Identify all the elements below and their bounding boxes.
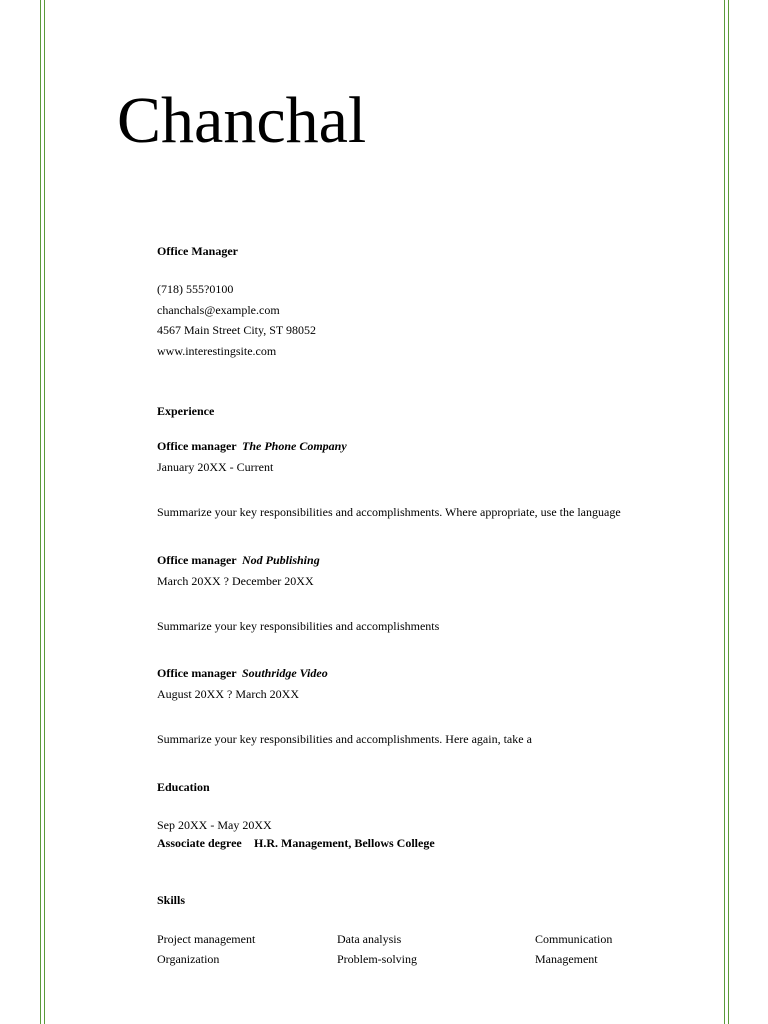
- experience-entry-2-title: Office manager: [157, 553, 237, 567]
- resume-name: Chanchal: [117, 84, 367, 157]
- experience-entry-1-title-row: [157, 439, 346, 453]
- education-degree: Associate degree: [157, 836, 242, 850]
- experience-entry-3-dates: August 20XX ? March 20XX: [157, 687, 299, 701]
- page-border-right-outer: [728, 0, 729, 1024]
- experience-entry-3-summary: Summarize your key responsibilities and accomplishments. Here again, take a: [157, 732, 532, 746]
- skill-item: Data analysis: [337, 932, 402, 946]
- experience-entry-3-title: Office manager: [157, 666, 237, 680]
- skill-item: Management: [535, 952, 598, 966]
- experience-entry-2-dates: March 20XX ? December 20XX: [157, 574, 314, 588]
- contact-address: 4567 Main Street City, ST 98052: [157, 323, 316, 337]
- education-school: H.R. Management, Bellows College: [254, 836, 435, 850]
- experience-entry-2-company: Nod Publishing: [242, 553, 320, 567]
- skill-item: Project management: [157, 932, 256, 946]
- education-heading: Education: [157, 780, 210, 794]
- page-border-left-outer: [40, 0, 41, 1024]
- experience-entry-1-title: Office manager: [157, 439, 237, 453]
- skill-item: Organization: [157, 952, 220, 966]
- education-degree-row: [157, 836, 435, 850]
- contact-email: chanchals@example.com: [157, 303, 280, 317]
- job-role: Office Manager: [157, 244, 238, 258]
- experience-entry-1-dates: January 20XX - Current: [157, 460, 274, 474]
- skill-item: Communication: [535, 932, 613, 946]
- contact-phone: (718) 555?0100: [157, 282, 234, 296]
- page-border-left-inner: [44, 0, 45, 1024]
- experience-heading: Experience: [157, 404, 215, 418]
- skill-item: Problem-solving: [337, 952, 417, 966]
- experience-entry-3-title-row: [157, 666, 329, 680]
- page-border-right-inner: [724, 0, 725, 1024]
- skills-heading: Skills: [157, 893, 186, 907]
- experience-entry-1-summary: Summarize your key responsibilities and accomplishments. Where appropriate, use the language: [157, 505, 621, 519]
- experience-entry-2-title-row: [157, 553, 320, 567]
- experience-entry-1-company: The Phone Company: [242, 439, 347, 453]
- contact-website: www.interestingsite.com: [157, 344, 277, 358]
- experience-entry-3-company: Southridge Video: [242, 666, 328, 680]
- education-dates: Sep 20XX - May 20XX: [157, 818, 272, 832]
- experience-entry-2-summary: Summarize your key responsibilities and accomplishments: [157, 619, 440, 633]
